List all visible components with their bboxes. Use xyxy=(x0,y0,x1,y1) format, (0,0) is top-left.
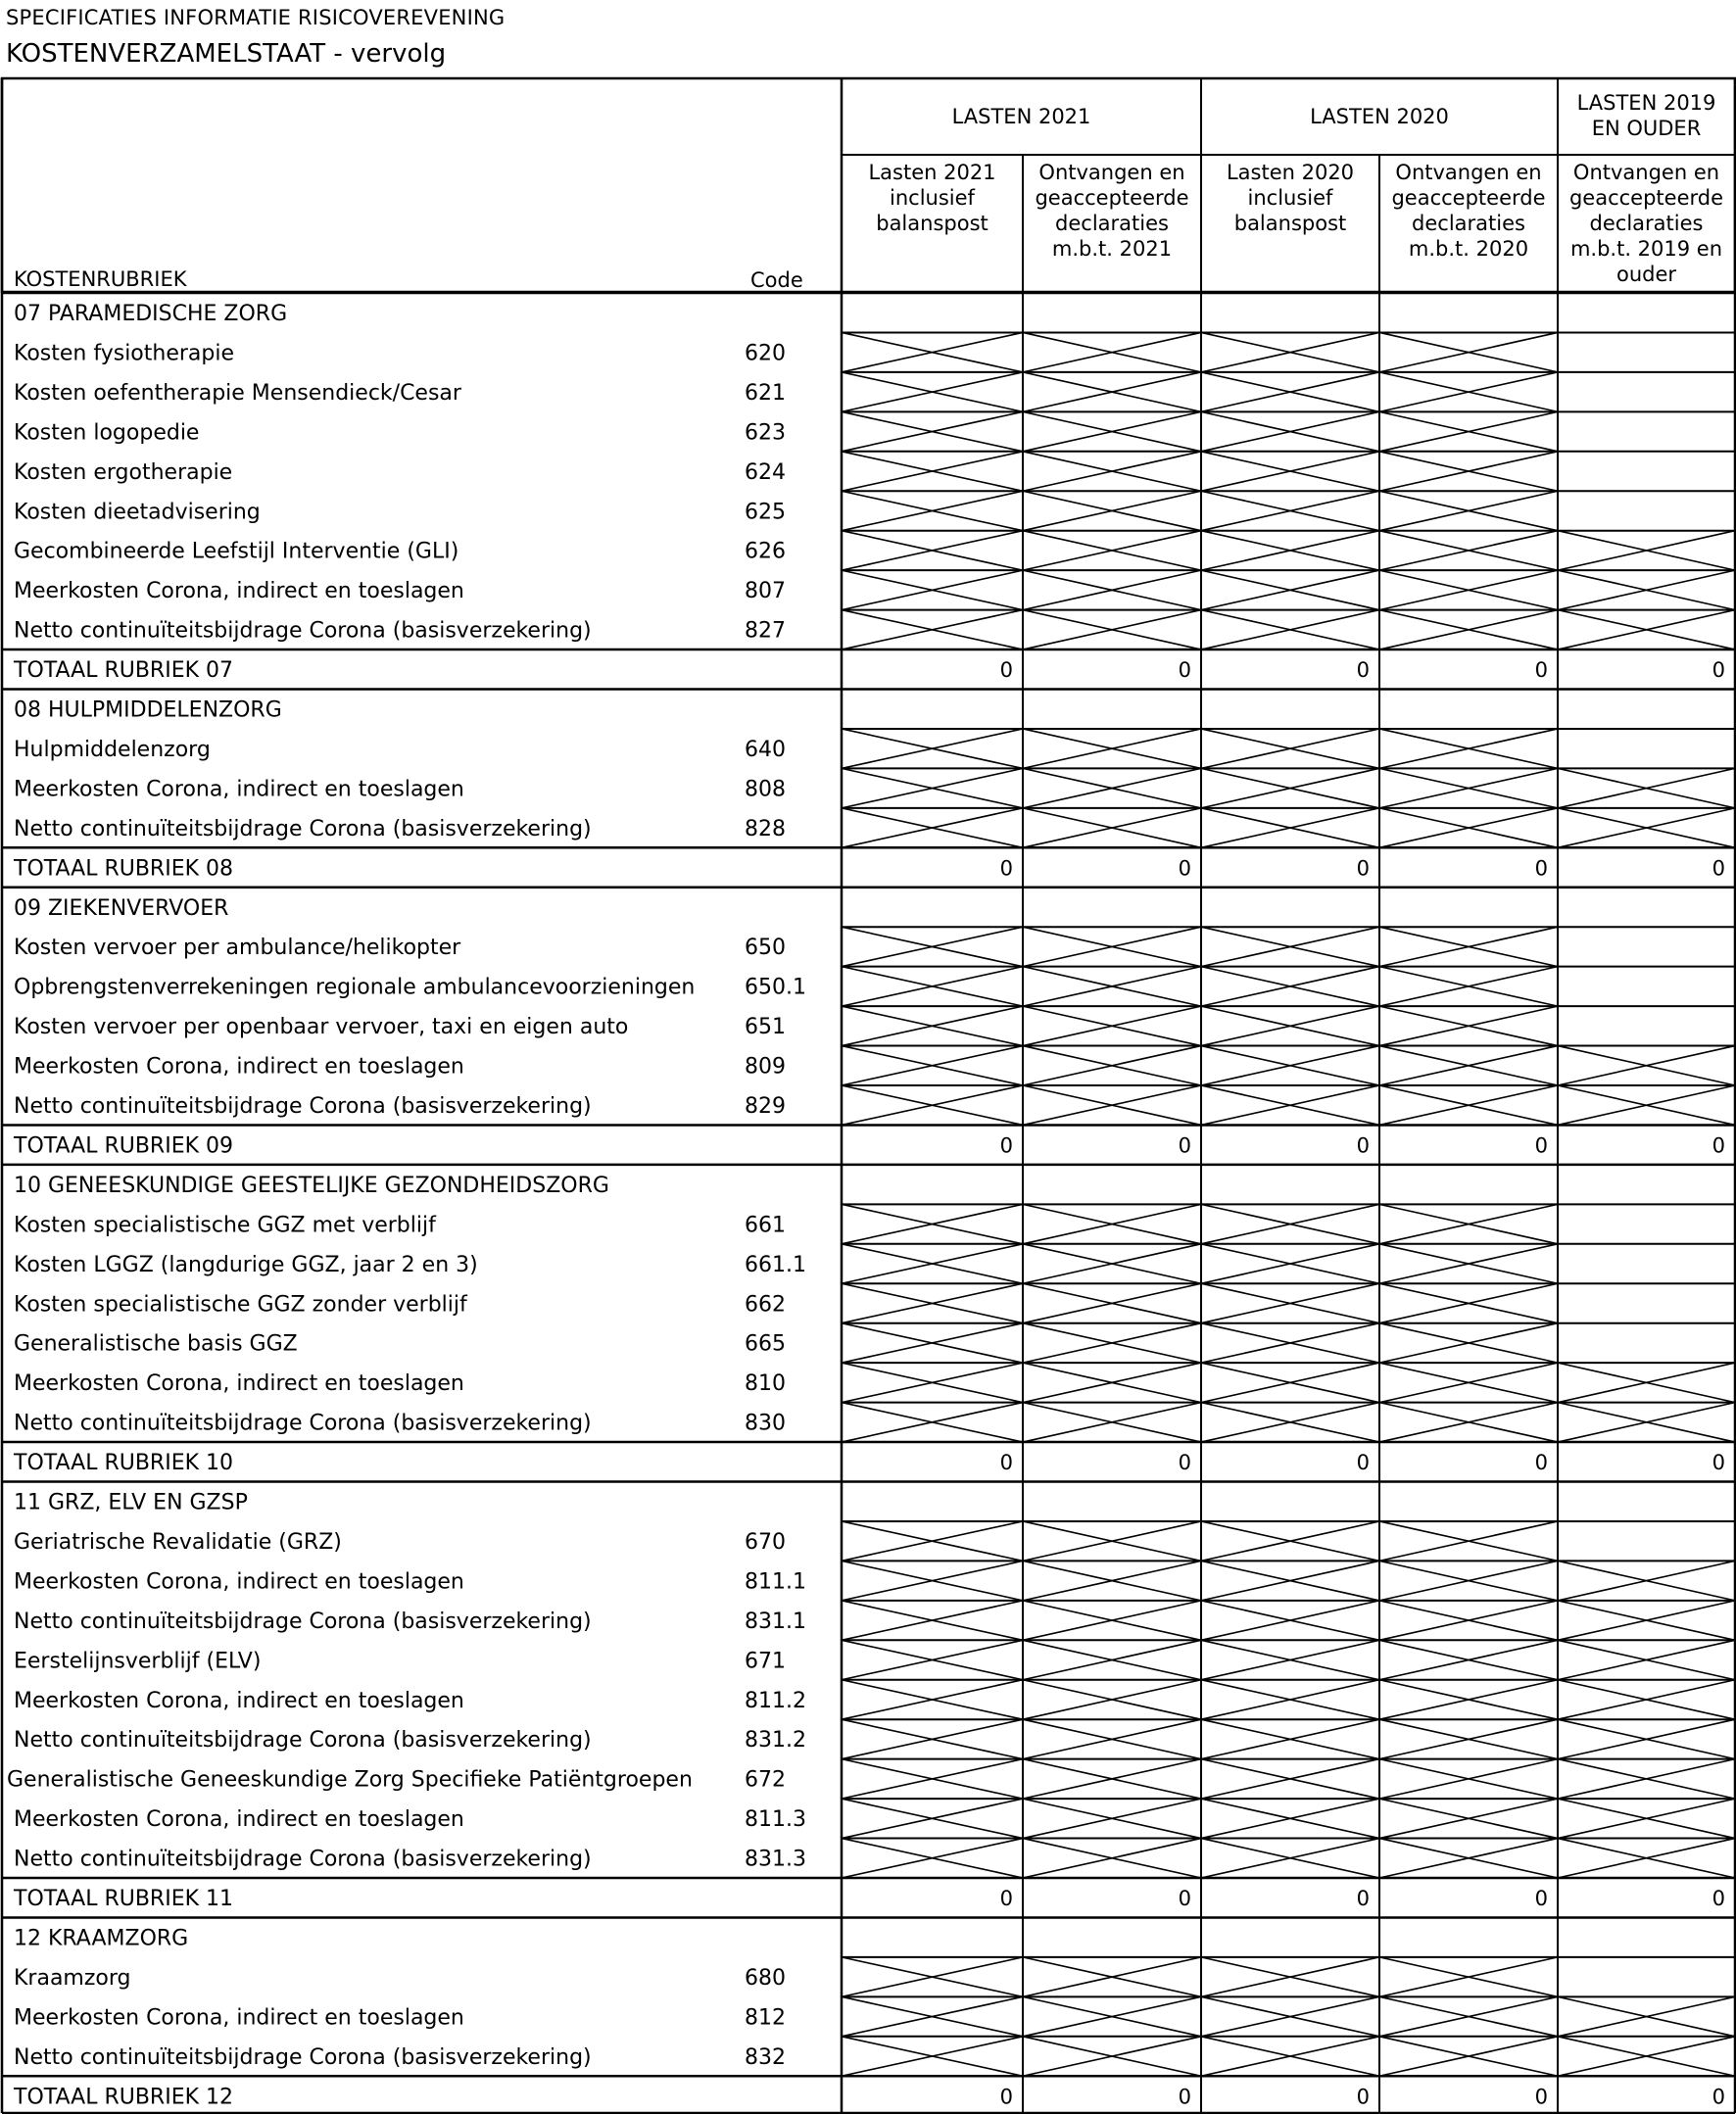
code-header: Code xyxy=(750,268,803,292)
group-header-3: LASTEN 2019 xyxy=(1576,91,1716,115)
column-header-2: Ontvangen en xyxy=(1038,161,1185,184)
row-code: 829 xyxy=(745,1094,786,1119)
total-value: 0 xyxy=(1178,658,1191,683)
row-label: Netto continuïteitsbijdrage Corona (basisverzekering) xyxy=(14,618,592,644)
row-label: Netto continuïteitsbijdrage Corona (basisverzekering) xyxy=(14,1094,592,1119)
row-label: Hulpmiddelenzorg xyxy=(14,737,211,762)
row-label: Kosten dieetadvisering xyxy=(14,500,261,525)
total-value: 0 xyxy=(1356,1133,1370,1158)
total-value: 0 xyxy=(1534,1887,1548,1910)
row-label: Kosten specialistische GGZ met verblijf xyxy=(14,1213,436,1238)
row-label: Kosten ergotherapie xyxy=(14,459,233,485)
total-value: 0 xyxy=(1178,2085,1191,2109)
row-code: 670 xyxy=(745,1529,786,1555)
row-code: 811.3 xyxy=(745,1807,806,1833)
total-value: 0 xyxy=(1534,2085,1548,2109)
row-label: Generalistische basis GGZ xyxy=(14,1331,298,1357)
column-header-3: Lasten 2020 xyxy=(1226,161,1355,184)
row-code: 672 xyxy=(745,1767,786,1793)
row-code: 832 xyxy=(745,2044,786,2070)
total-value: 0 xyxy=(1712,2085,1725,2109)
row-label: Gecombineerde Leefstijl Interventie (GLI) xyxy=(14,539,459,564)
row-label: Netto continuïteitsbijdrage Corona (basisverzekering) xyxy=(14,1609,592,1634)
row-label: Meerkosten Corona, indirect en toeslagen xyxy=(14,2005,464,2031)
row-code: 810 xyxy=(745,1371,786,1397)
column-header-5: Ontvangen en xyxy=(1572,161,1720,184)
total-label: TOTAAL RUBRIEK 07 xyxy=(14,658,234,684)
row-label: Kosten fysiotherapie xyxy=(14,341,235,366)
column-header-5: ouder xyxy=(1615,263,1677,286)
row-code: 831.3 xyxy=(745,1847,806,1872)
row-label: Meerkosten Corona, indirect en toeslagen xyxy=(14,777,464,802)
row-code: 680 xyxy=(745,1965,786,1991)
column-header-4: Ontvangen en xyxy=(1395,161,1542,184)
row-label: Netto continuïteitsbijdrage Corona (basisverzekering) xyxy=(14,816,592,841)
total-label: TOTAAL RUBRIEK 09 xyxy=(14,1133,234,1159)
row-code: 620 xyxy=(745,341,786,366)
row-label: Netto continuïteitsbijdrage Corona (basisverzekering) xyxy=(14,2044,592,2070)
column-header-2: geaccepteerde xyxy=(1035,186,1189,210)
total-value: 0 xyxy=(1178,1133,1191,1158)
row-code: 828 xyxy=(745,816,786,841)
row-label: Meerkosten Corona, indirect en toeslagen xyxy=(14,1569,464,1595)
total-value: 0 xyxy=(1712,1133,1725,1158)
total-value: 0 xyxy=(999,658,1013,683)
row-code: 671 xyxy=(745,1649,786,1674)
document-subtitle: SPECIFICATIES INFORMATIE RISICOVEREVENING xyxy=(6,6,506,29)
section-title: 09 ZIEKENVERVOER xyxy=(14,895,229,921)
total-value: 0 xyxy=(999,1133,1013,1158)
row-label: Geriatrische Revalidatie (GRZ) xyxy=(14,1529,342,1555)
column-header-3: inclusief xyxy=(1247,186,1333,210)
row-code: 661 xyxy=(745,1213,786,1238)
total-value: 0 xyxy=(1712,658,1725,683)
row-label: Meerkosten Corona, indirect en toeslagen xyxy=(14,579,464,604)
total-value: 0 xyxy=(1356,1887,1370,1910)
column-header-5: declaraties xyxy=(1589,212,1704,235)
total-value: 0 xyxy=(1356,1451,1370,1475)
row-label: Generalistische Geneeskundige Zorg Specifieke Patiëntgroepen xyxy=(7,1767,693,1793)
total-label: TOTAAL RUBRIEK 08 xyxy=(14,856,234,882)
row-code: 662 xyxy=(745,1292,786,1318)
total-value: 0 xyxy=(1534,658,1548,683)
row-code: 665 xyxy=(745,1331,786,1357)
row-code: 625 xyxy=(745,500,786,525)
row-code: 831.1 xyxy=(745,1609,806,1634)
total-label: TOTAAL RUBRIEK 11 xyxy=(14,1887,234,1911)
row-label: Kosten vervoer per ambulance/helikopter xyxy=(14,936,461,961)
row-code: 830 xyxy=(745,1411,786,1436)
row-code: 807 xyxy=(745,579,786,604)
document-title: KOSTENVERZAMELSTAAT - vervolg xyxy=(6,39,447,69)
column-header-3: balanspost xyxy=(1233,212,1347,235)
total-label: TOTAAL RUBRIEK 10 xyxy=(14,1451,234,1476)
total-value: 0 xyxy=(1534,856,1548,881)
row-code: 621 xyxy=(745,380,786,406)
column-header-2: m.b.t. 2021 xyxy=(1051,237,1173,261)
total-value: 0 xyxy=(999,1887,1013,1910)
column-header-4: declaraties xyxy=(1412,212,1525,235)
total-value: 0 xyxy=(999,2085,1013,2109)
row-label: Kosten logopedie xyxy=(14,420,200,446)
total-value: 0 xyxy=(1712,856,1725,881)
group-header-2: LASTEN 2020 xyxy=(1310,105,1449,128)
row-label: Meerkosten Corona, indirect en toeslagen xyxy=(14,1371,464,1397)
total-value: 0 xyxy=(1178,1451,1191,1475)
section-title: 07 PARAMEDISCHE ZORG xyxy=(14,302,288,326)
row-code: 650.1 xyxy=(745,975,806,1000)
section-title: 12 KRAAMZORG xyxy=(14,1926,189,1951)
row-code: 624 xyxy=(745,459,786,485)
total-value: 0 xyxy=(1712,1887,1725,1910)
row-code: 640 xyxy=(745,737,786,762)
row-label: Kosten LGGZ (langdurige GGZ, jaar 2 en 3) xyxy=(14,1252,478,1277)
column-header-1: balanspost xyxy=(876,212,989,235)
row-code: 811.2 xyxy=(745,1688,806,1713)
row-label: Eerstelijnsverblijf (ELV) xyxy=(14,1649,262,1674)
total-value: 0 xyxy=(999,1451,1013,1475)
row-code: 661.1 xyxy=(745,1252,806,1277)
total-value: 0 xyxy=(1178,856,1191,881)
row-label: Kosten specialistische GGZ zonder verblijf xyxy=(14,1292,467,1318)
total-label: TOTAAL RUBRIEK 12 xyxy=(14,2085,234,2110)
column-header-1: inclusief xyxy=(890,186,975,210)
row-label: Netto continuïteitsbijdrage Corona (basisverzekering) xyxy=(14,1847,592,1872)
row-label: Netto continuïteitsbijdrage Corona (basisverzekering) xyxy=(14,1411,592,1436)
group-header-1: LASTEN 2021 xyxy=(951,105,1091,128)
row-code: 812 xyxy=(745,2005,786,2031)
total-value: 0 xyxy=(1356,2085,1370,2109)
row-code: 809 xyxy=(745,1054,786,1080)
total-value: 0 xyxy=(1534,1133,1548,1158)
row-label: Meerkosten Corona, indirect en toeslagen xyxy=(14,1688,464,1713)
total-value: 0 xyxy=(1356,856,1370,881)
rubric-header: KOSTENRUBRIEK xyxy=(14,267,187,291)
row-code: 808 xyxy=(745,777,786,802)
row-code: 811.1 xyxy=(745,1569,806,1595)
total-value: 0 xyxy=(1178,1887,1191,1910)
column-header-5: m.b.t. 2019 en xyxy=(1569,237,1723,261)
total-value: 0 xyxy=(999,856,1013,881)
row-label: Meerkosten Corona, indirect en toeslagen xyxy=(14,1807,464,1833)
row-label: Meerkosten Corona, indirect en toeslagen xyxy=(14,1054,464,1080)
total-value: 0 xyxy=(1712,1451,1725,1475)
row-code: 831.2 xyxy=(745,1728,806,1754)
row-label: Kosten vervoer per openbaar vervoer, taxi en eigen auto xyxy=(14,1015,629,1040)
total-value: 0 xyxy=(1356,658,1370,683)
row-label: Kraamzorg xyxy=(14,1965,131,1991)
section-title: 10 GENEESKUNDIGE GEESTELIJKE GEZONDHEIDSZORG xyxy=(14,1173,609,1198)
column-header-4: geaccepteerde xyxy=(1391,186,1546,210)
row-code: 650 xyxy=(745,936,786,961)
column-header-4: m.b.t. 2020 xyxy=(1408,237,1529,261)
column-header-5: geaccepteerde xyxy=(1568,186,1724,210)
row-code: 623 xyxy=(745,420,786,446)
row-label: Kosten oefentherapie Mensendieck/Cesar xyxy=(14,380,461,406)
column-header-1: Lasten 2021 xyxy=(868,161,996,184)
row-label: Netto continuïteitsbijdrage Corona (basisverzekering) xyxy=(14,1728,592,1754)
row-code: 626 xyxy=(745,539,786,564)
row-code: 651 xyxy=(745,1015,786,1040)
section-title: 11 GRZ, ELV EN GZSP xyxy=(14,1490,248,1515)
row-code: 827 xyxy=(745,618,786,644)
group-header-3: EN OUDER xyxy=(1591,117,1702,140)
row-label: Opbrengstenverrekeningen regionale ambulancevoorzieningen xyxy=(14,975,696,1000)
total-value: 0 xyxy=(1534,1451,1548,1475)
column-header-2: declaraties xyxy=(1055,212,1169,235)
section-title: 08 HULPMIDDELENZORG xyxy=(14,697,282,723)
